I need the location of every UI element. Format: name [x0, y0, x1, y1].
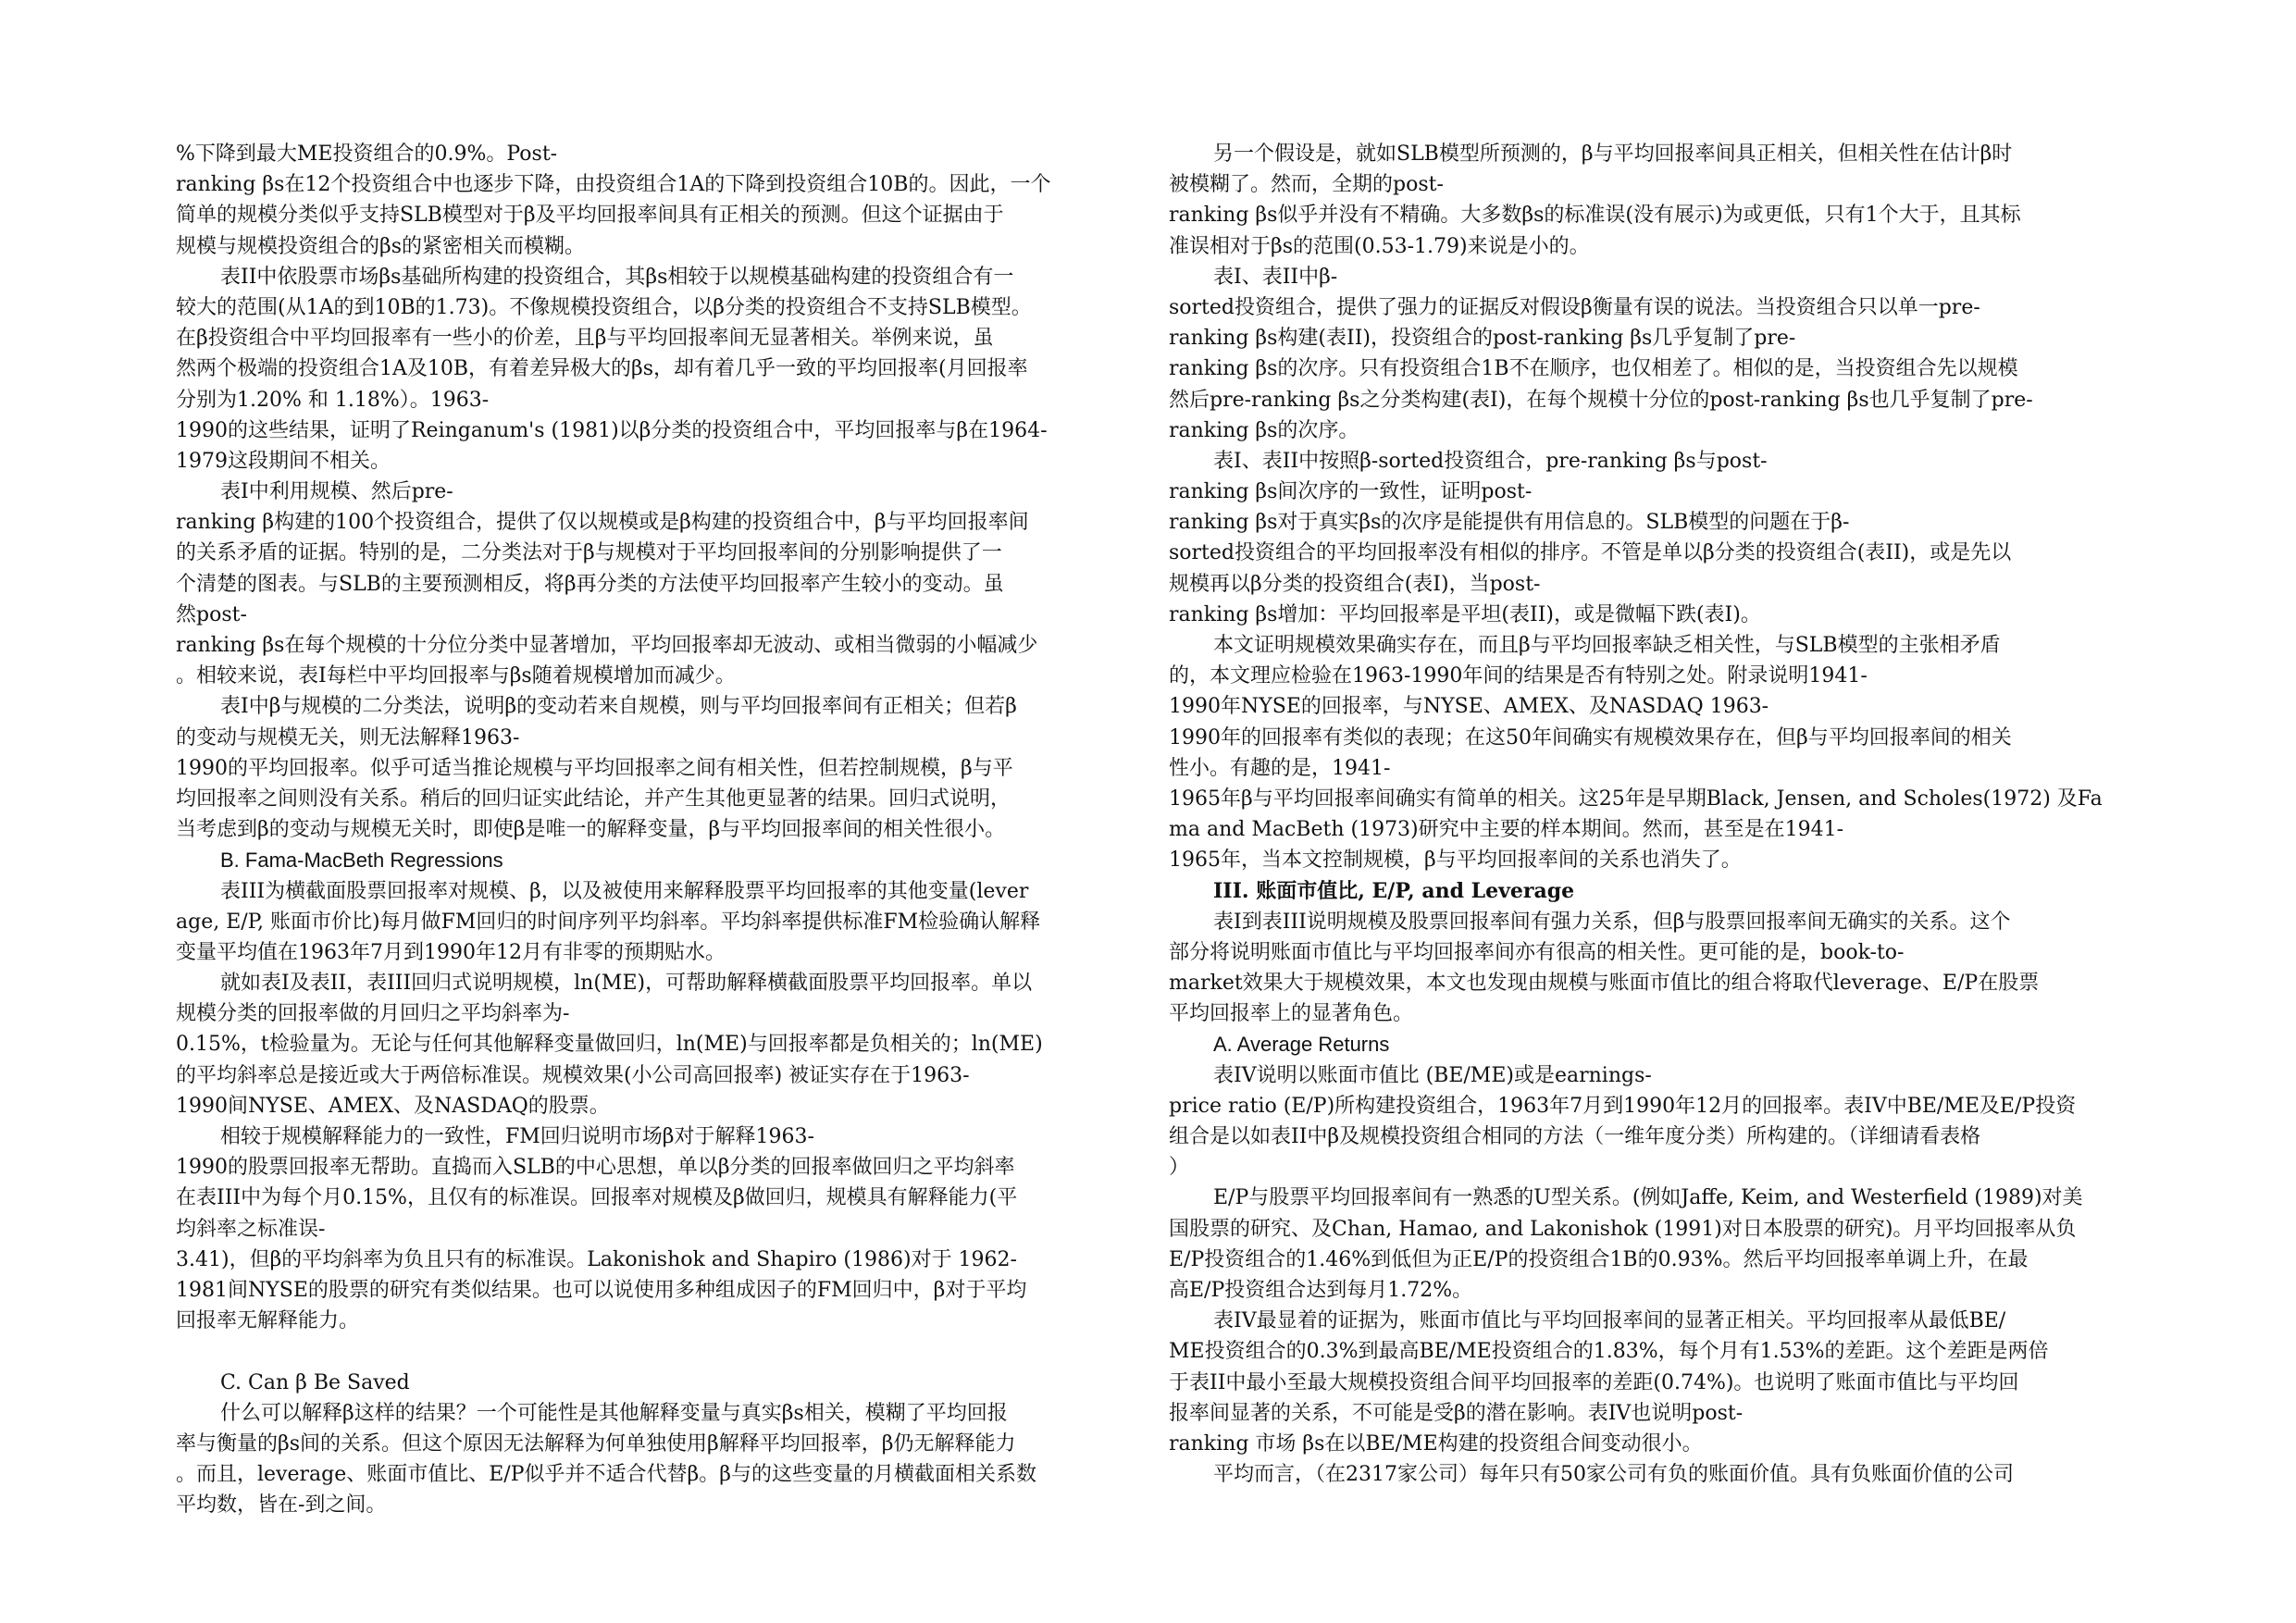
text-line: 1990间NYSE、AMEX、及NASDAQ的股票。: [176, 1094, 610, 1118]
text-line: 1990年NYSE的回报率，与NYSE、AMEX、及NASDAQ 1963-: [1169, 695, 1769, 719]
text-line: 1981间NYSE的股票的研究有类似结果。也可以说使用多种组成因子的FM回归中，β对于平均: [176, 1278, 1027, 1302]
text-line: price ratio (E/P)所构建投资组合，1963年7月到1990年12月的回报率。表IV中BE/ME及E/P投资: [1169, 1094, 2077, 1118]
text-line: 表I中β与规模的二分类法，说明β的变动若来自规模，则与平均回报率间有正相关；但若β: [220, 695, 1017, 719]
text-line: 规模分类的回报率做的月回归之平均斜率为-: [176, 1002, 570, 1026]
text-line: sorted投资组合的平均回报率没有相似的排序。不管是单以β分类的投资组合(表II)，或是先以: [1169, 541, 2012, 565]
text-line: ranking βs对于真实βs的次序是能提供有用信息的。SLB模型的问题在于β-: [1169, 511, 1850, 535]
text-line: ranking βs间次序的一致性，证明post-: [1169, 480, 1533, 504]
text-line: 1990年的回报率有类似的表现；在这50年间确实有规模效果存在，但β与平均回报率间的相关: [1169, 725, 2012, 750]
text-line: 国股票的研究、及Chan, Hamao, and Lakonishok (1991)对日本股票的研究)。月平均回报率从负: [1169, 1217, 2077, 1241]
text-line: market效果大于规模效果，本文也发现由规模与账面市值比的组合将取代leverage、E/P在股票: [1169, 972, 2040, 996]
text-line: 的，本文理应检验在1963-1990年间的结果是否有特别之处。附录说明1941-: [1169, 664, 1868, 688]
left-column: [176, 139, 1138, 1520]
text-line: ranking βs似乎并没有不精确。大多数βs的标准误(没有展示)为或更低，只有1个大于，且其标: [1169, 204, 2021, 228]
text-line: 表I中利用规模、然后pre-: [220, 480, 453, 504]
text-line: E/P与股票平均回报率间有一熟悉的U型关系。(例如Jaffe, Keim, and Westerfield (1989)对美: [1213, 1186, 2083, 1210]
text-line: 表IV最显着的证据为，账面市值比与平均回报率间的显著正相关。平均回报率从最低BE/: [1213, 1309, 2006, 1333]
text-line: age, E/P, 账面市价比)每月做FM回归的时间序列平均斜率。平均斜率提供标准FM检验确认解释: [176, 910, 1041, 934]
subsection-heading: B. Fama-MacBeth Regressions: [220, 849, 503, 873]
text-line: 在β投资组合中平均回报率有一些小的价差，且β与平均回报率间无显著相关。举例来说，虽: [176, 327, 994, 351]
text-line: 0.15%，t检验量为。无论与任何其他解释变量做回归，ln(ME)与回报率都是负相关的；ln(ME): [176, 1033, 1043, 1057]
subsection-heading: A. Average Returns: [1213, 1033, 1390, 1057]
text-line: 平均回报率上的显著角色。: [1169, 1002, 1414, 1026]
text-line: 分别为1.20% 和 1.18%）。1963-: [176, 388, 490, 412]
text-line: 1990的股票回报率无帮助。直捣而入SLB的中心思想，单以β分类的回报率做回归之平均斜率: [176, 1156, 1015, 1180]
text-line: 平均数，皆在-到之间。: [176, 1493, 387, 1518]
text-line: ranking βs构建(表II)，投资组合的post-ranking βs几乎复制了pre-: [1169, 327, 1796, 351]
text-line: 1990的这些结果，证明了Reinganum's (1981)以β分类的投资组合中，平均回报率与β在1964-: [176, 418, 1048, 442]
text-line: 部分将说明账面市值比与平均回报率间亦有很高的相关性。更可能的是，book-to-: [1169, 940, 1905, 964]
text-line: 的变动与规模无关，则无法解释1963-: [176, 725, 520, 750]
text-line: 就如表I及表II，表III回归式说明规模，ln(ME)，可帮助解释横截面股票平均回报率。单以: [220, 972, 1033, 996]
text-line: 然两个极端的投资组合1A及10B，有着差异极大的βs，却有着几乎一致的平均回报率(月回报率: [176, 357, 1028, 381]
text-line: ranking β构建的100个投资组合，提供了仅以规模或是β构建的投资组合中，β与平均回报率间: [176, 511, 1029, 535]
text-line: 变量平均值在1963年7月到1990年12月有非零的预期贴水。: [176, 940, 726, 964]
text-line: ME投资组合的0.3%到最高BE/ME投资组合的1.83%，每个月有1.53%的差距。这个差距是两倍: [1169, 1340, 2049, 1364]
text-line: 组合是以如表II中β及规模投资组合相同的方法（一维年度分类）所构建的。（详细请看表格: [1169, 1125, 1981, 1148]
text-line: 然post-: [176, 602, 247, 626]
section-heading: III. 账面市值比, E/P, and Leverage: [1213, 878, 1575, 903]
text-line: 表IV说明以账面市值比 (BE/ME)或是earnings-: [1213, 1063, 1652, 1087]
text-line: ranking βs在12个投资组合中也逐步下降，由投资组合1A的下降到投资组合10B的。因此，一个: [176, 173, 1051, 197]
text-line: 1990的平均回报率。似乎可适当推论规模与平均回报率之间有相关性，但若控制规模，β与平: [176, 756, 1013, 780]
text-line: 1979这段期间不相关。: [176, 449, 391, 473]
text-line: 个清楚的图表。与SLB的主要预测相反，将β再分类的方法使平均回报率产生较小的变动。虽: [176, 572, 1004, 596]
blank-line: [176, 1336, 1138, 1367]
text-line: ranking βs的次序。只有投资组合1B不在顺序，也仅相差了。相似的是，当投资组合先以规模: [1169, 357, 2018, 381]
text-line: 1965年β与平均回报率间确实有简单的相关。这25年是早期Black, Jensen, and Scholes(1972) 及Fa: [1169, 787, 2103, 811]
text-line: 表I、表II中按照β-sorted投资组合，pre-ranking βs与post-: [1213, 449, 1768, 473]
text-line: 当考虑到β的变动与规模无关时，即使β是唯一的解释变量，β与平均回报率间的相关性很小。: [176, 818, 1006, 842]
text-line: 本文证明规模效果确实存在，而且β与平均回报率缺乏相关性，与SLB模型的主张相矛盾: [1213, 634, 2001, 657]
text-line: 平均而言，（在2317家公司）每年只有50家公司有负的账面价值。具有负账面价值的公司: [1213, 1463, 2014, 1487]
text-line: ma and MacBeth (1973)研究中主要的样本期间。然而，甚至是在1941-: [1169, 818, 1844, 842]
text-line: ranking 市场 βs在以BE/ME构建的投资组合间变动很小。: [1169, 1431, 1703, 1456]
text-line: 什么可以解释β这样的结果？一个可能性是其他解释变量与真实βs相关，模糊了平均回报: [220, 1401, 1008, 1425]
text-line: 较大的范围(从1A的到10B的1.73)。不像规模投资组合，以β分类的投资组合不支持SLB模型。: [176, 295, 1032, 319]
text-line: sorted投资组合，提供了强力的证据反对假设β衡量有误的说法。当投资组合只以单一pre-: [1169, 295, 1980, 319]
text-line: C. Can β Be Saved: [220, 1370, 410, 1394]
text-line: 然后pre-ranking βs之分类构建(表I)，在每个规模十分位的post-ranking βs也几乎复制了pre-: [1169, 388, 2033, 412]
text-line: 率与衡量的βs间的关系。但这个原因无法解释为何单独使用β解释平均回报率，β仍无解释能力: [176, 1431, 1016, 1456]
text-line: 相较于规模解释能力的一致性，FM回归说明市场β对于解释1963-: [220, 1125, 814, 1148]
text-line: ranking βs的次序。: [1169, 418, 1359, 442]
text-line: 规模再以β分类的投资组合(表I)，当post-: [1169, 572, 1541, 596]
text-line: 另一个假设是，就如SLB模型所预测的，β与平均回报率间具正相关，但相关性在估计β时: [1213, 142, 2013, 166]
text-line: 表II中依股票市场βs基础所构建的投资组合，其βs相较于以规模基础构建的投资组合有一: [220, 265, 1014, 289]
text-line: 被模糊了。然而，全期的post-: [1169, 173, 1444, 197]
text-line: 表I、表II中β-: [1213, 265, 1338, 289]
text-line: ）: [1169, 1156, 1190, 1180]
text-line: 。而且，leverage、账面市值比、E/P似乎并不适合代替β。β与的这些变量的月横截面相关系数: [176, 1463, 1036, 1487]
text-line: 均斜率之标准误-: [176, 1217, 326, 1241]
text-line: 高E/P投资组合达到每月1.72%。: [1169, 1278, 1473, 1302]
text-line: 3.41)，但β的平均斜率为负且只有的标准误。Lakonishok and Shapiro (1986)对于 1962-: [176, 1247, 1017, 1271]
text-line: 性小。有趣的是，1941-: [1169, 756, 1391, 780]
text-line: 1965年，当本文控制规模，β与平均回报率间的关系也消失了。: [1169, 849, 1742, 873]
text-line: 于表II中最小至最大规模投资组合间平均回报率的差距(0.74%)。也说明了账面市值比与平均回: [1169, 1370, 2019, 1394]
text-line: %下降到最大ME投资组合的0.9%。Post-: [176, 142, 558, 166]
text-line: 表I到表III说明规模及股票回报率间有强力关系，但β与股票回报率间无确实的关系。这个: [1213, 910, 2011, 934]
text-line: ranking βs在每个规模的十分位分类中显著增加，平均回报率却无波动、或相当微弱的小幅减少: [176, 634, 1038, 657]
text-line: 规模与规模投资组合的βs的紧密相关而模糊。: [176, 234, 586, 258]
text-line: 准误相对于βs的范围(0.53-1.79)来说是小的。: [1169, 234, 1590, 258]
text-line: 简单的规模分类似乎支持SLB模型对于β及平均回报率间具有正相关的预测。但这个证据由于: [176, 204, 1004, 228]
text-line: ranking βs增加：平均回报率是平坦(表II)，或是微幅下跌(表I)。: [1169, 602, 1761, 626]
text-line: 报率间显著的关系，不可能是受β的潜在影响。表IV也说明post-: [1169, 1401, 1744, 1425]
text-line: 。相较来说，表I每栏中平均回报率与βs随着规模增加而减少。: [176, 664, 736, 688]
text-line: 的关系矛盾的证据。特别的是，二分类法对于β与规模对于平均回报率间的分别影响提供了一: [176, 541, 1002, 565]
text-line: 均回报率之间则没有关系。稍后的回归证实此结论，并产生其他更显著的结果。回归式说明，: [176, 787, 1011, 811]
right-column: [1169, 139, 2131, 1490]
text-line: E/P投资组合的1.46%到低但为正E/P的投资组合1B的0.93%。然后平均回报率单调上升，在最: [1169, 1247, 2029, 1271]
text-line: 的平均斜率总是接近或大于两倍标准误。规模效果(小公司高回报率) 被证实存在于1963-: [176, 1063, 970, 1087]
text-line: 表III为横截面股票回报率对规模、β，以及被使用来解释股票平均回报率的其他变量(lever: [220, 879, 1029, 903]
text-line: 回报率无解释能力。: [176, 1309, 360, 1333]
text-line: 在表III中为每个月0.15%，且仅有的标准误。回报率对规模及β做回归，规模具有解释能力(平: [176, 1186, 1018, 1210]
